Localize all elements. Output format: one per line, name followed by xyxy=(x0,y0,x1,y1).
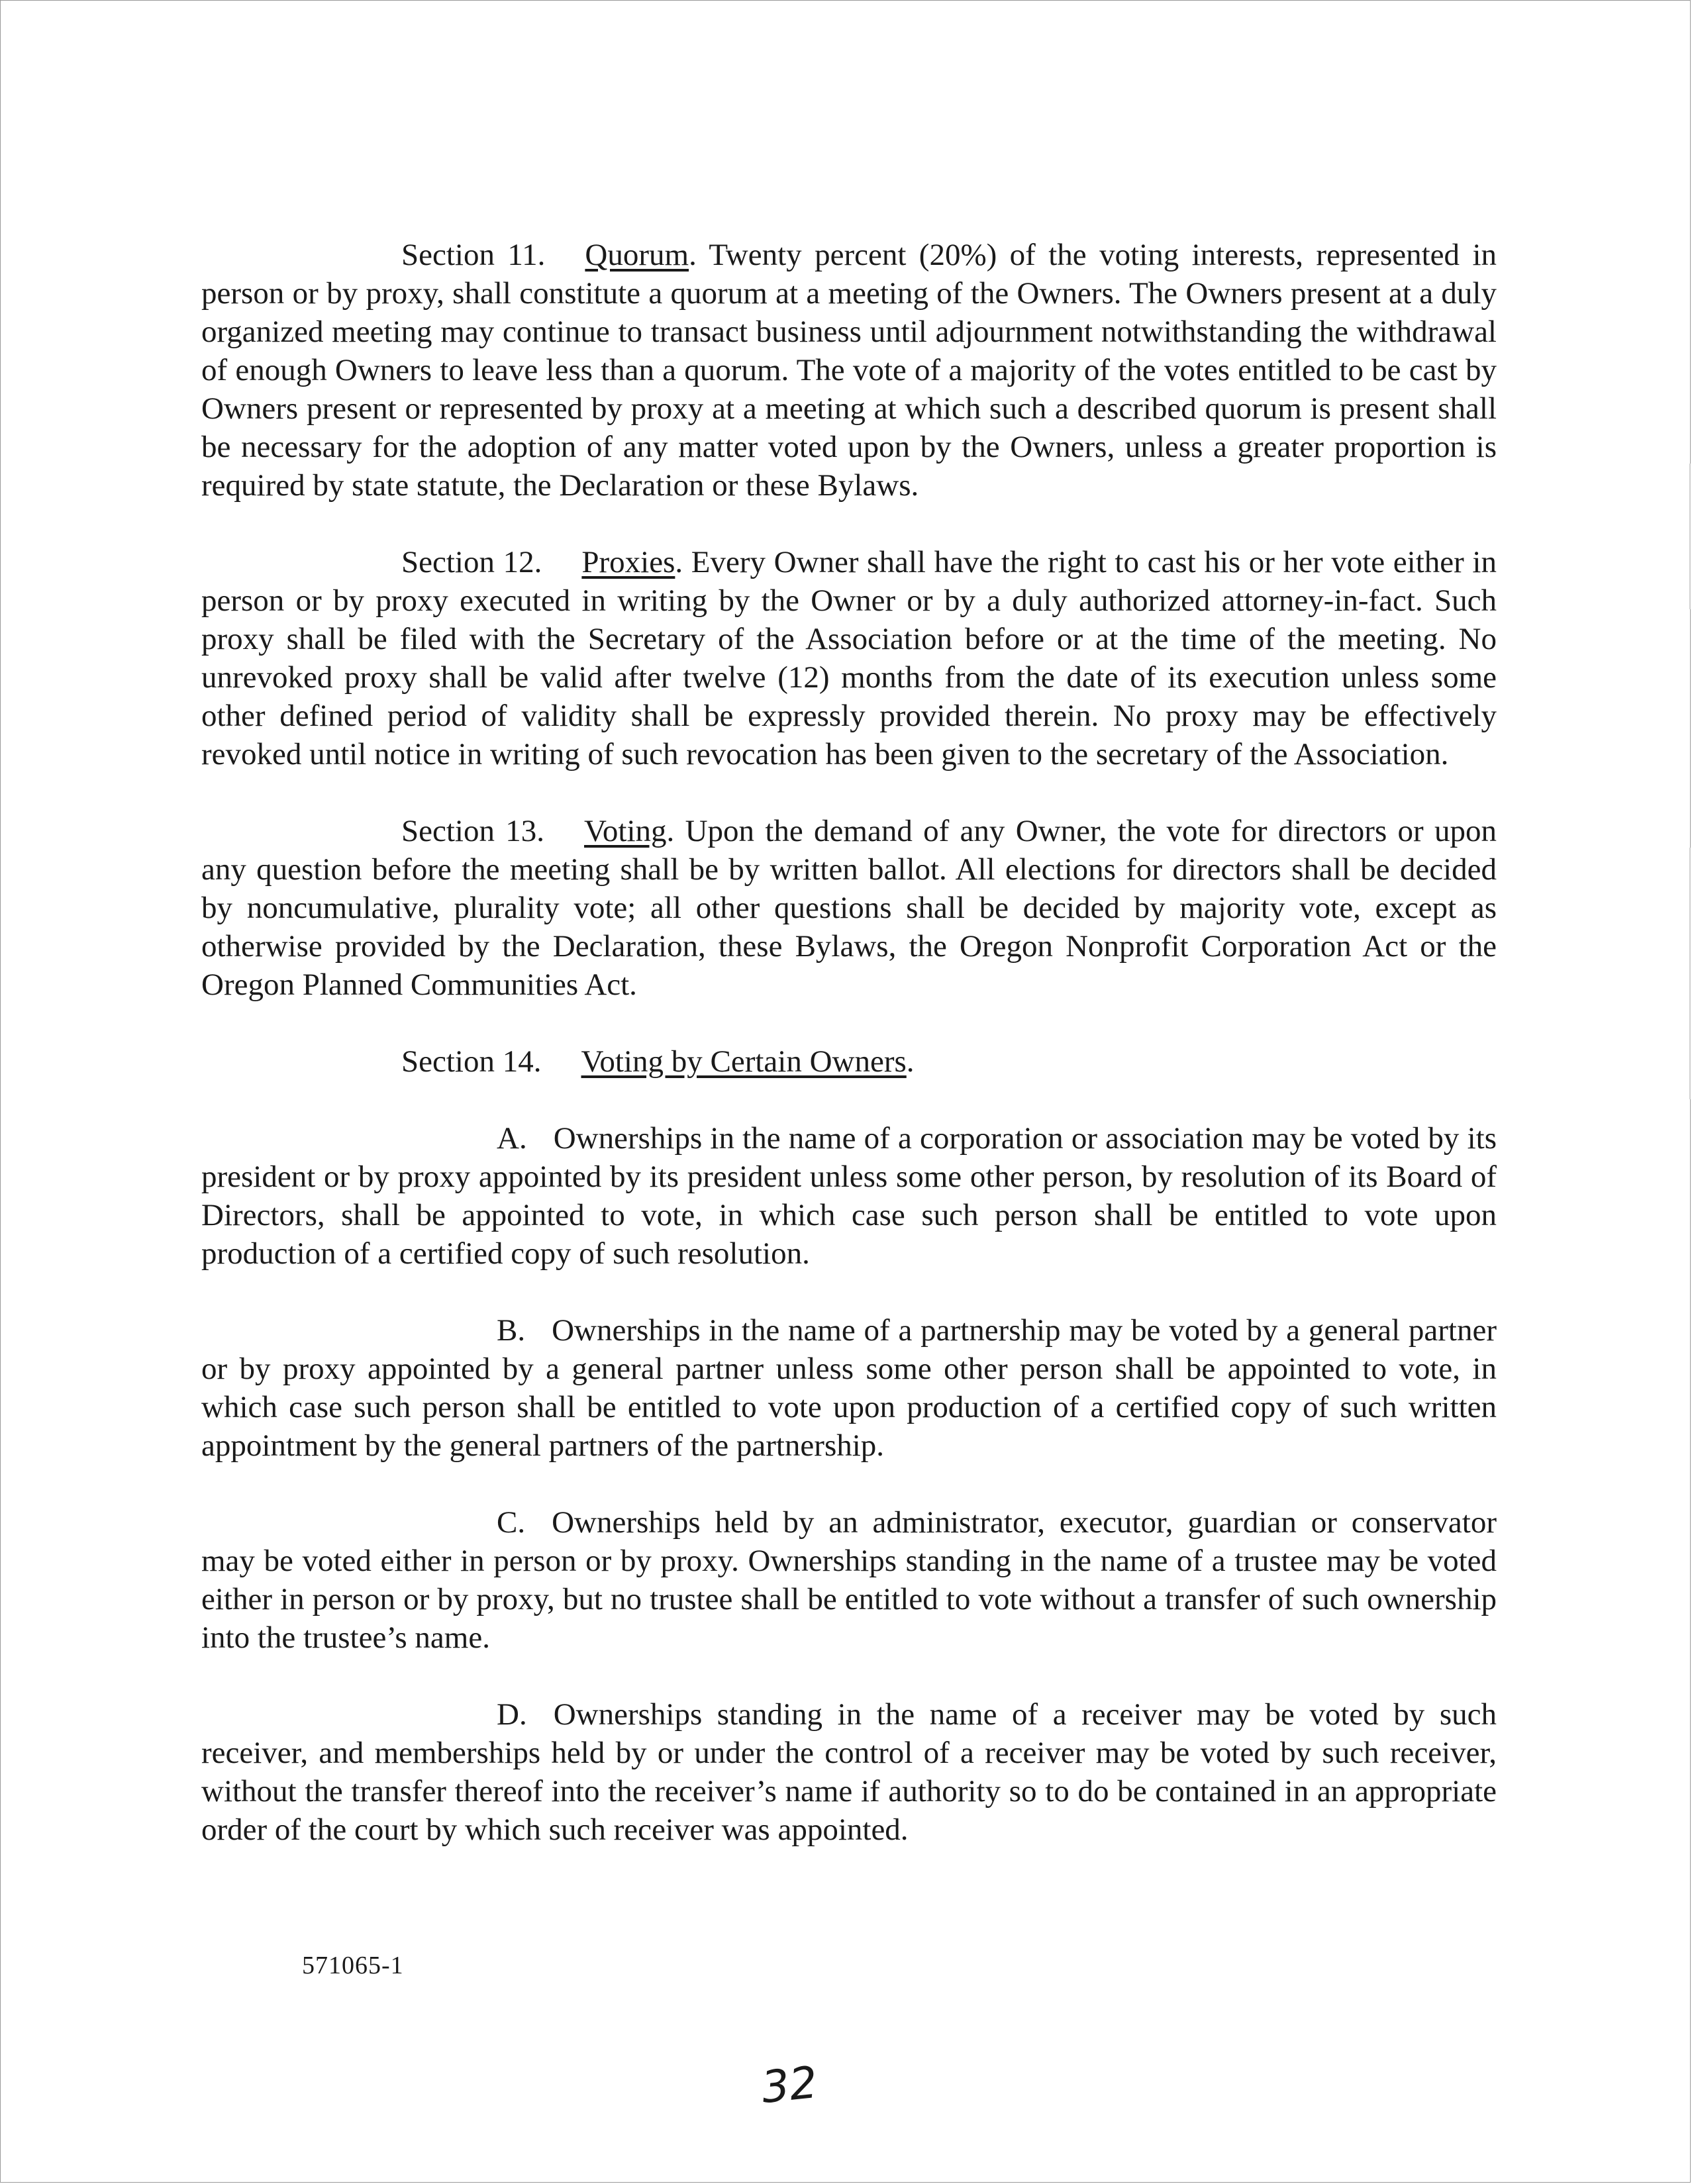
subsection-text: Ownerships in the name of a corporation or association may be voted by its president or by proxy appointed by its president unless some other person, by resolution of its Board of Directors, shall be appointed to vote, in which case such person shall be entitled to vote upon production of a certified copy of such resolution. xyxy=(201,1121,1497,1271)
section-14-heading xyxy=(201,1042,1497,1081)
subsection-letter: C. xyxy=(497,1505,526,1540)
subsection-letter: D. xyxy=(497,1697,527,1732)
subsection-letter: A. xyxy=(497,1121,527,1156)
scan-edge-mark xyxy=(1689,848,1691,1099)
section-title: Quorum xyxy=(585,238,689,272)
section-number: Section 13. xyxy=(401,814,545,848)
section-text: . Twenty percent (20%) of the voting interests, represented in person or by proxy, shall constitute a quorum at a meeting of the Owners. The Owners present at a duly organized meeting may continue to transact business until adjournment notwithstanding the withdrawal of enough Owners to leave less than a quorum. The vote of a majority of the votes entitled to be cast by Owners present or represented by proxy at a meeting at which such a described quorum is present shall be necessary for the adoption of any matter voted upon by the Owners, unless a greater proportion is required by state statute, the Declaration or these Bylaws. xyxy=(201,238,1497,503)
section-title: Proxies xyxy=(581,545,675,579)
section-11-paragraph xyxy=(201,236,1497,505)
document-id: 571065-1 xyxy=(302,1952,404,1979)
subsection-text: Ownerships standing in the name of a receiver may be voted by such receiver, and memberships held by or under the control of a receiver may be voted by such receiver, without the transfer thereof into the receiver’s name if authority so to do be contained in an appropriate order of the court by which such receiver was appointed. xyxy=(201,1697,1497,1847)
subsection-b-paragraph xyxy=(201,1311,1497,1465)
scan-edge-mark xyxy=(1689,464,1691,609)
subsection-d-paragraph xyxy=(201,1695,1497,1849)
section-title: Voting xyxy=(584,814,667,848)
section-title: Voting by Certain Owners xyxy=(581,1044,907,1079)
section-text: . Every Owner shall have the right to cast his or her vote either in person or by proxy executed in writing by the Owner or by a duly authorized attorney-in-fact. Such proxy shall be filed with the Secretary of the Association before or at the time of the meeting. No unrevoked proxy shall be valid after twelve (12) months from the date of its execution unless some other defined period of validity shall be expressly provided therein. No proxy may be effectively revoked until notice in writing of such revocation has been given to the secretary of the Association. xyxy=(201,545,1497,771)
document-body xyxy=(201,236,1497,1887)
section-12-paragraph xyxy=(201,543,1497,773)
section-text: . Upon the demand of any Owner, the vote for directors or upon any question before the meeting shall be by written ballot. All elections for directors shall be decided by noncumulative, plurality vote; all other questions shall be decided by majority vote, except as otherwise provided by the Declaration, these Bylaws, the Oregon Nonprofit Corporation Act or the Oregon Planned Communities Act. xyxy=(201,814,1497,1002)
section-number: Section 14. xyxy=(401,1044,542,1079)
section-number: Section 12. xyxy=(401,545,542,579)
section-text: . xyxy=(906,1044,915,1079)
section-13-paragraph xyxy=(201,812,1497,1004)
section-number: Section 11. xyxy=(401,238,546,272)
handwritten-page-number: 32 xyxy=(759,2056,820,2114)
subsection-text: Ownerships in the name of a partnership may be voted by a general partner or by proxy appointed by a general partner unless some other person shall be appointed to vote, in which case such person shall be entitled to vote upon production of a certified copy of such written appointment by the general partners of the partnership. xyxy=(201,1313,1497,1463)
subsection-a-paragraph xyxy=(201,1119,1497,1273)
subsection-letter: B. xyxy=(497,1313,526,1348)
subsection-text: Ownerships held by an administrator, executor, guardian or conservator may be voted either in person or by proxy. Ownerships standing in the name of a trustee may be voted either in person or by proxy, but no trustee shall be entitled to vote without a transfer of such ownership into the trustee’s name. xyxy=(201,1505,1497,1655)
subsection-c-paragraph xyxy=(201,1503,1497,1657)
